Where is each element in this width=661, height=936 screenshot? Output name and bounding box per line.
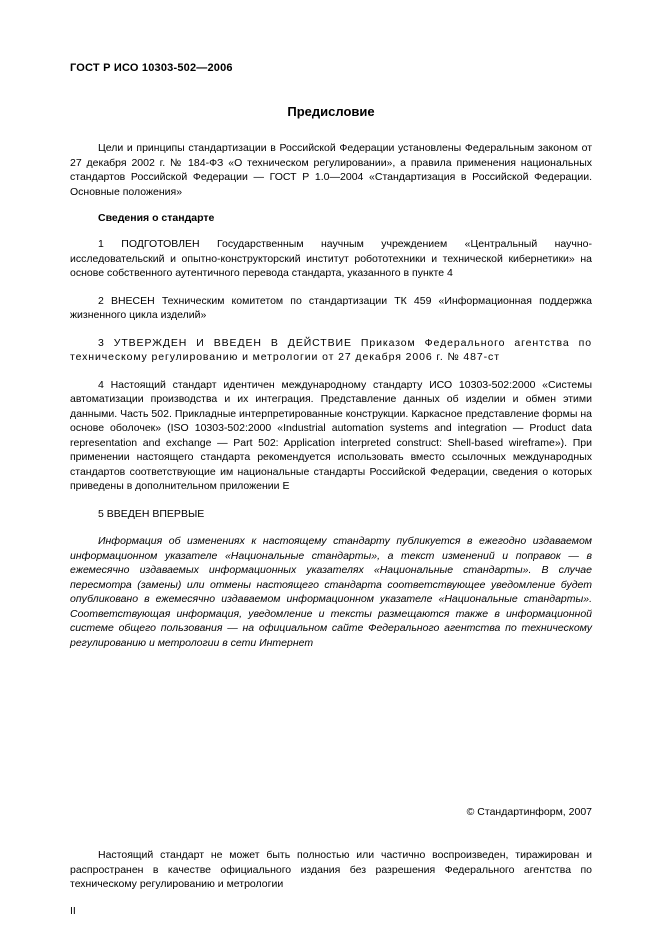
clause-4: 4 Настоящий стандарт идентичен международному стандарту ИСО 10303-502:2000 «Системы автоматизации производства и их интеграция. Представление данных об изделии и обмен этими данными. Часть 502. Прикладные интерпретированные конструкции. Каркасное представление формы на основе оболочек» (ISO 10303-502:2000 «Industrial automation systems and integration — Product data representation and exchange — Part 502: Application interpreted construct: Shell-based wireframe»). При применении настоящего стандарта рекомендуется использовать вместо ссылочных международных стандартов соответствующие им национальные стандарты Российской Федерации, сведения о которых приведены в дополнительном приложении Е bbox=[70, 378, 592, 492]
page-number: II bbox=[70, 905, 76, 917]
reproduction-notice: Настоящий стандарт не может быть полностью или частично воспроизведен, тиражирован и распространен в качестве официального издания без разрешения Федерального агентства по техническому регулированию и метрологии bbox=[70, 849, 592, 890]
section-heading: Сведения о стандарте bbox=[98, 212, 215, 224]
page-content bbox=[70, 62, 592, 917]
copyright-line: © Стандартинформ, 2007 bbox=[466, 806, 592, 818]
clause-5: 5 ВВЕДЕН ВПЕРВЫЕ bbox=[98, 507, 205, 520]
clause-3: 3 УТВЕРЖДЕН И ВВЕДЕН В ДЕЙСТВИЕ Приказом Федерального агентства по техническому регулированию и метрологии от 27 декабря 2006 г. № 487-ст bbox=[70, 336, 592, 363]
intro-paragraph: Цели и принципы стандартизации в Российской Федерации установлены Федеральным законом от 27 декабря 2002 г. № 184-ФЗ «О техническом регулировании», а правила применения национальных стандартов Российской Федерации — ГОСТ Р 1.0—2004 «Стандартизация в Российской Федерации. Основные положения» bbox=[70, 142, 592, 198]
document-code: ГОСТ Р ИСО 10303-502—2006 bbox=[70, 62, 233, 74]
amendment-notice: Информация об изменениях к настоящему стандарту публикуется в ежегодно издаваемом информационном указателе «Национальные стандарты», а текст изменений и поправок — в ежемесячно издаваемых информационных указателях «Национальные стандарты». В случае пересмотра (замены) или отмены настоящего стандарта соответствующее уведомление будет опубликовано в ежемесячно издаваемом информационном указателе «Национальные стандарты». Соответствующая информация, уведомление и тексты размещаются также в информационной системе общего пользования — на официальном сайте Федерального агентства по техническому регулированию и метрологии в сети Интернет bbox=[70, 535, 592, 649]
clause-2: 2 ВНЕСЕН Техническим комитетом по стандартизации ТК 459 «Информационная поддержка жизненного цикла изделий» bbox=[70, 294, 592, 321]
clause-1: 1 ПОДГОТОВЛЕН Государственным научным учреждением «Центральный научно-исследовательский и опытно-конструкторский институт робототехники и технической кибернетики» на основе собственного аутентичного перевода стандарта, указанного в пункте 4 bbox=[70, 238, 592, 279]
page-title: Предисловие bbox=[287, 104, 375, 119]
